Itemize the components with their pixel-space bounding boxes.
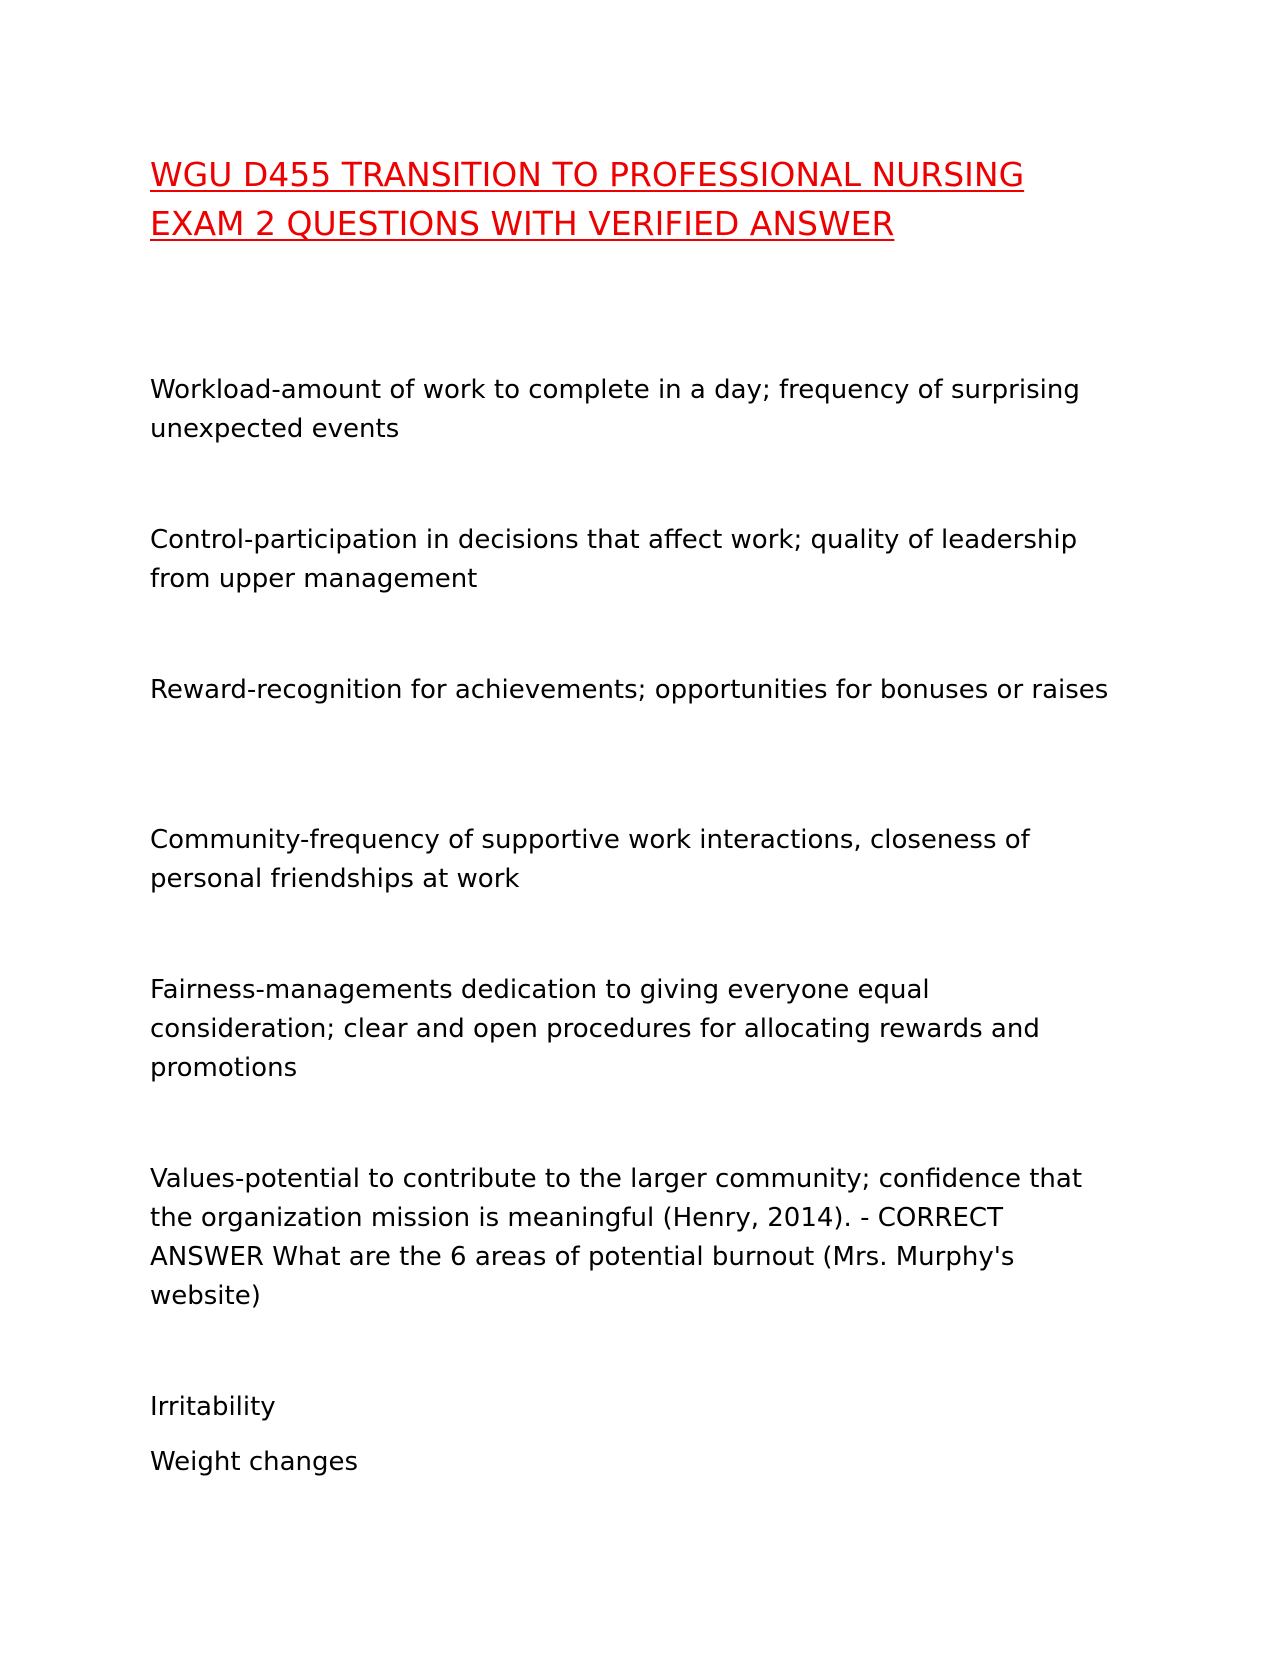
- paragraph-weight-changes: Weight changes: [150, 1447, 359, 1477]
- paragraph-values: Values-potential to contribute to the larger community; confidence that the organization mission is meaningful (Henry, 2014). - CORRECT ANSWER What are the 6 areas of potential burnout (Mrs. Murphy's website): [150, 1164, 1083, 1311]
- paragraph-reward: Reward-recognition for achievements; opportunities for bonuses or raises: [150, 675, 1109, 705]
- paragraph-workload: Workload-amount of work to complete in a day; frequency of surprising unexpected events: [150, 375, 1080, 444]
- paragraph-irritability: Irritability: [150, 1392, 276, 1422]
- paragraph-community: Community-frequency of supportive work interactions, closeness of personal friendships at work: [150, 825, 1030, 894]
- paragraph-fairness: Fairness-managements dedication to giving everyone equal consideration; clear and open procedures for allocating rewards and promotions: [150, 975, 1040, 1083]
- paragraph-control: Control-participation in decisions that affect work; quality of leadership from upper management: [150, 525, 1078, 594]
- document-title: WGU D455 TRANSITION TO PROFESSIONAL NURSING EXAM 2 QUESTIONS WITH VERIFIED ANSWER: [150, 155, 1025, 243]
